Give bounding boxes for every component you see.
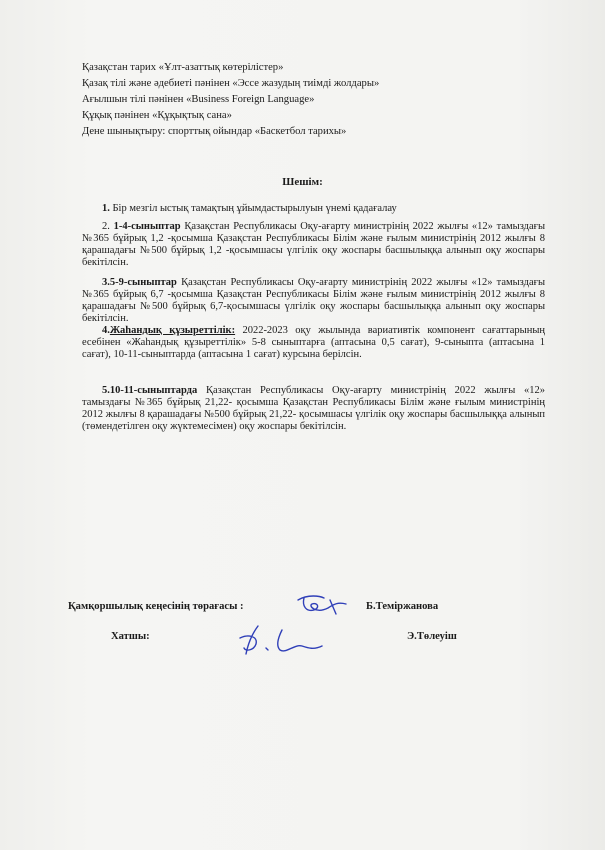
subject-line-3: Ағылшын тілі пәнінен «Business Foreign Language» (82, 94, 315, 105)
secretary-name: Э.Төлеуіш (407, 631, 457, 642)
item-number: 5. (102, 385, 110, 396)
item-text: Бір мезгіл ыстық тамақтың ұйымдастырылуын үнемі қадағалау (112, 203, 397, 214)
item-bold-label: 5-9-сыныптар (109, 277, 177, 288)
item-number: 1. (102, 203, 110, 214)
secretary-label: Хатшы: (111, 631, 150, 642)
item-bold-label: 1-4-сыныптар (113, 221, 181, 232)
item-text: Қазақстан Республикасы Оқу-ағарту министрінің 2022 жылғы «12» тамыздағы №365 бұйрық 1,2 -қосымша Қазақстан Республикасы Білім және ғылым министрінің 2012 жылғы 8 қарашадағы №500 бұйрық 1,2 -қосымшасы үлгілік оқу жоспары басшылыққа алынып оқу жоспары бекітілсін. (82, 221, 546, 269)
decision-heading: Шешім: (282, 176, 323, 188)
item-text: 2022-2023 оқу жылында вариативтік компонент сағаттарының есебінен «Жаһандық құзыреттілік» 5-8 сыныптарға (аптасына 0,5 сағат), 9-сыныпта (аптасына 1 сағат), 10-11-сыныптарда (аптасына 1 сағат) курсына берілсін. (82, 325, 546, 361)
item-number: 4. (102, 325, 110, 336)
item-number: 3. (102, 277, 110, 288)
subject-line-4: Құқық пәнінен «Құқықтық сана» (82, 110, 232, 121)
item-text: Қазақстан Республикасы Оқу-ағарту министрінің 2022 жылғы «12» тамыздағы №365 бұйрық 6,7 -қосымша Қазақстан Республикасы Білім және ғылым министрінің 2012 жылғы 8 қарашадағы №500 бұйрық 6,7-қосымшасы үлгілік оқу жоспары басшылыққа алынып оқу жоспары бекітілсін. (82, 277, 545, 325)
secretary-signature (236, 624, 326, 664)
item-bold-label: 10-11-сыныптарда (109, 385, 198, 396)
decision-item-4 (82, 325, 545, 361)
chair-signature (294, 592, 354, 622)
subject-line-1: Қазақстан тарих «Ұлт-азаттық көтерілістер» (82, 62, 284, 73)
subject-line-2: Қазақ тілі және әдебиеті пәнінен «Эссе жазудың тиімді жолдары» (82, 78, 380, 89)
decision-item-1 (82, 203, 545, 215)
subject-line-5: Дене шынықтыру: спорттық ойындар «Баскетбол тарихы» (82, 126, 347, 137)
item-text: Қазақстан Республикасы Оқу-ағарту министрінің 2022 жылғы «12» тамыздағы №365 бұйрық 21,22- қосымша Қазақстан Республикасы Білім және ғылым министрінің 2012 жылғы 8 қарашадағы №500 бұйрық 21,22- қосымшасы үлгілік оқу жоспары басшылыққа алынып (төмендетілген оқу жүктемесімен) оқу жоспары бекітілсін. (82, 385, 546, 433)
decision-item-2 (82, 221, 545, 269)
decision-item-5 (82, 385, 545, 433)
chair-name: Б.Теміржанова (366, 601, 439, 612)
decision-item-3 (82, 277, 545, 325)
item-number: 2. (102, 221, 110, 232)
chair-label: Қамқоршылық кеңесінің төрағасы : (68, 601, 244, 612)
item-bold-label: Жаһандық құзыреттілік: (109, 325, 236, 336)
